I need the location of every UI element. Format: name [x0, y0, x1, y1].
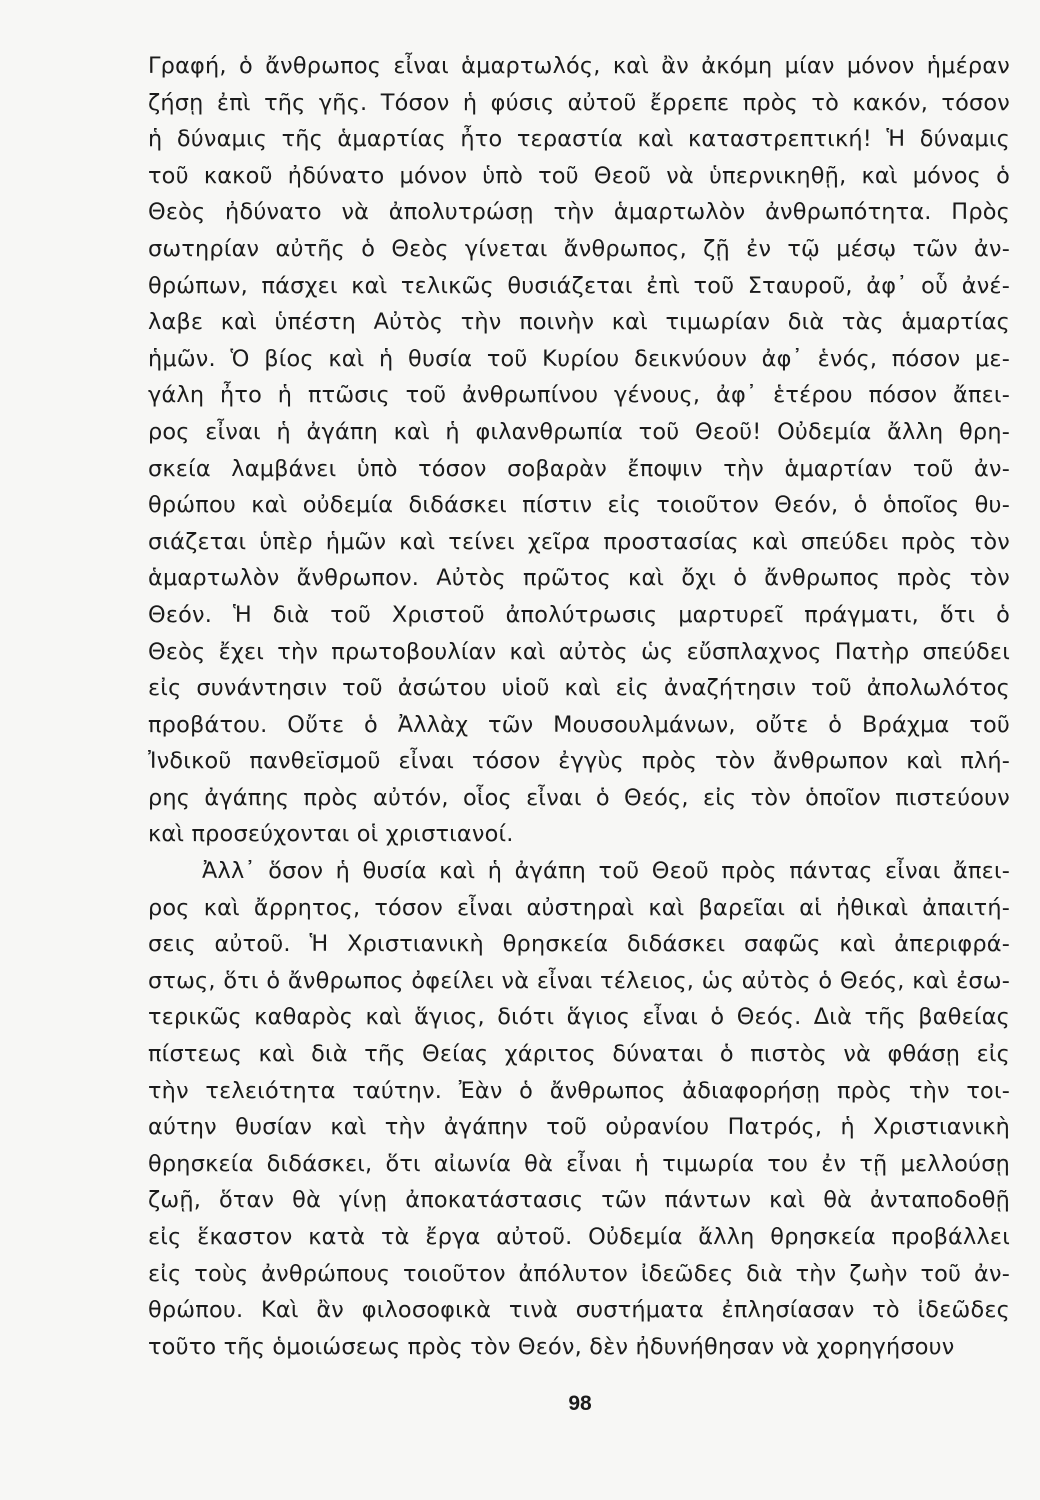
text-line: ρης ἀγάπης πρὸς αὐτόν, οἷος εἶναι ὁ Θεός, εἰς τὸν ὁποῖον πιστεύουν	[148, 784, 1010, 811]
text-line: τοῦ κακοῦ ἠδύνατο μόνον ὑπὸ τοῦ Θεοῦ νὰ ὑπερνικηθῇ, καὶ μόνος ὁ	[148, 162, 1010, 189]
text-line: ζήσῃ ἐπὶ τῆς γῆς. Τόσον ἡ φύσις αὐτοῦ ἔρρεπε πρὸς τὸ κακόν, τόσον	[148, 89, 1010, 116]
text-line: Θεόν. Ἡ διὰ τοῦ Χριστοῦ ἀπολύτρωσις μαρτυρεῖ πράγματι, ὅτι ὁ	[148, 601, 1010, 628]
text-line: προβάτου. Οὔτε ὁ Ἀλλὰχ τῶν Μουσουλμάνων, οὔτε ὁ Βράχμα τοῦ	[148, 711, 1010, 738]
text-line: σωτηρίαν αὐτῆς ὁ Θεὸς γίνεται ἄνθρωπος, ζῇ ἐν τῷ μέσῳ τῶν ἀν-	[148, 235, 1010, 262]
text-line: σεις αὐτοῦ. Ἡ Χριστιανικὴ θρησκεία διδάσκει σαφῶς καὶ ἀπεριφρά-	[148, 931, 1010, 958]
text-line: λαβε καὶ ὑπέστη Αὐτὸς τὴν ποινὴν καὶ τιμωρίαν διὰ τὰς ἁμαρτίας	[148, 309, 1010, 336]
text-line: ρος καὶ ἄρρητος, τόσον εἶναι αὐστηραὶ καὶ βαρεῖαι αἱ ἠθικαὶ ἀπαιτή-	[148, 894, 1010, 921]
text-line: ζωῇ, ὅταν θὰ γίνῃ ἀποκατάστασις τῶν πάντων καὶ θὰ ἀνταποδοθῇ	[148, 1187, 1010, 1214]
text-line: θρώπου καὶ οὐδεμία διδάσκει πίστιν εἰς τοιοῦτον Θεόν, ὁ ὁποῖος θυ-	[148, 492, 1010, 519]
text-line: Ἰνδικοῦ πανθεϊσμοῦ εἶναι τόσον ἐγγὺς πρὸς τὸν ἄνθρωπον καὶ πλή-	[148, 748, 1010, 775]
text-line: Θεὸς ἠδύνατο νὰ ἀπολυτρώσῃ τὴν ἁμαρτωλὸν ἀνθρωπότητα. Πρὸς	[148, 199, 1010, 226]
text-line: σκεία λαμβάνει ὑπὸ τόσον σοβαρὰν ἔποψιν τὴν ἁμαρτίαν τοῦ ἀν-	[148, 455, 1010, 482]
text-line: τὴν τελειότητα ταύτην. Ἐὰν ὁ ἄνθρωπος ἀδιαφορήσῃ πρὸς τὴν τοι-	[148, 1077, 1010, 1104]
text-line: στως, ὅτι ὁ ἄνθρωπος ὀφείλει νὰ εἶναι τέλειος, ὡς αὐτὸς ὁ Θεός, καὶ ἐσω-	[148, 967, 1010, 994]
text-line: Γραφή, ὁ ἄνθρωπος εἶναι ἁμαρτωλός, καὶ ἂν ἀκόμη μίαν μόνον ἡμέραν	[148, 53, 1010, 79]
text-line: εἰς συνάντησιν τοῦ ἀσώτου υἱοῦ καὶ εἰς ἀναζήτησιν τοῦ ἀπολωλότος	[148, 675, 1010, 702]
text-line: τερικῶς καθαρὸς καὶ ἅγιος, διότι ἅγιος εἶναι ὁ Θεός. Διὰ τῆς βαθείας	[148, 1004, 1010, 1031]
text-line: τοῦτο τῆς ὁμοιώσεως πρὸς τὸν Θεόν, δὲν ἠδυνήθησαν νὰ χορηγήσουν	[148, 1333, 955, 1360]
body-text	[148, 48, 1010, 1365]
text-line: ἁμαρτωλὸν ἄνθρωπον. Αὐτὸς πρῶτος καὶ ὄχι ὁ ἄνθρωπος πρὸς τὸν	[148, 565, 1010, 592]
text-line: ρος εἶναι ἡ ἀγάπη καὶ ἡ φιλανθρωπία τοῦ Θεοῦ! Οὐδεμία ἄλλη θρη-	[148, 418, 1010, 445]
text-line: πίστεως καὶ διὰ τῆς Θείας χάριτος δύναται ὁ πιστὸς νὰ φθάσῃ εἰς	[148, 1041, 1010, 1068]
text-line: εἰς ἕκαστον κατὰ τὰ ἔργα αὐτοῦ. Οὐδεμία ἄλλη θρησκεία προβάλλει	[148, 1224, 1010, 1250]
text-line: θρώπου. Καὶ ἂν φιλοσοφικὰ τινὰ συστήματα ἐπλησίασαν τὸ ἰδεῶδες	[148, 1297, 1010, 1324]
text-line: Θεὸς ἔχει τὴν πρωτοβουλίαν καὶ αὐτὸς ὡς εὔσπλαχνος Πατὴρ σπεύδει	[148, 638, 1010, 665]
text-line: αύτην θυσίαν καὶ τὴν ἀγάπην τοῦ οὐρανίου Πατρός, ἡ Χριστιανικὴ	[148, 1114, 1010, 1141]
page-number: 98	[568, 1392, 592, 1415]
text-line: σιάζεται ὑπὲρ ἡμῶν καὶ τείνει χεῖρα προστασίας καὶ σπεύδει πρὸς τὸν	[148, 528, 1010, 555]
text-line: γάλη ἦτο ἡ πτῶσις τοῦ ἀνθρωπίνου γένους, ἀφ᾽ ἑτέρου πόσον ἄπει-	[148, 382, 1010, 409]
text-line: θρησκεία διδάσκει, ὅτι αἰωνία θὰ εἶναι ἡ τιμωρία του ἐν τῇ μελλούσῃ	[148, 1150, 1010, 1177]
text-line: ἡμῶν. Ὁ βίος καὶ ἡ θυσία τοῦ Κυρίου δεικνύουν ἀφ᾽ ἑνός, πόσον με-	[148, 345, 1010, 372]
text-line: Ἀλλ᾽ ὅσον ἡ θυσία καὶ ἡ ἀγάπη τοῦ Θεοῦ πρὸς πάντας εἶναι ἄπει-	[202, 858, 1010, 885]
text-line: θρώπων, πάσχει καὶ τελικῶς θυσιάζεται ἐπὶ τοῦ Σταυροῦ, ἀφ᾽ οὗ ἀνέ-	[148, 272, 1010, 299]
text-line: ἡ δύναμις τῆς ἁμαρτίας ἦτο τεραστία καὶ καταστρεπτική! Ἡ δύναμις	[148, 126, 1010, 153]
text-line: καὶ προσεύχονται οἱ χριστιανοί.	[148, 821, 514, 848]
text-line: εἰς τοὺς ἀνθρώπους τοιοῦτον ἀπόλυτον ἰδεῶδες διὰ τὴν ζωὴν τοῦ ἀν-	[148, 1260, 1010, 1287]
